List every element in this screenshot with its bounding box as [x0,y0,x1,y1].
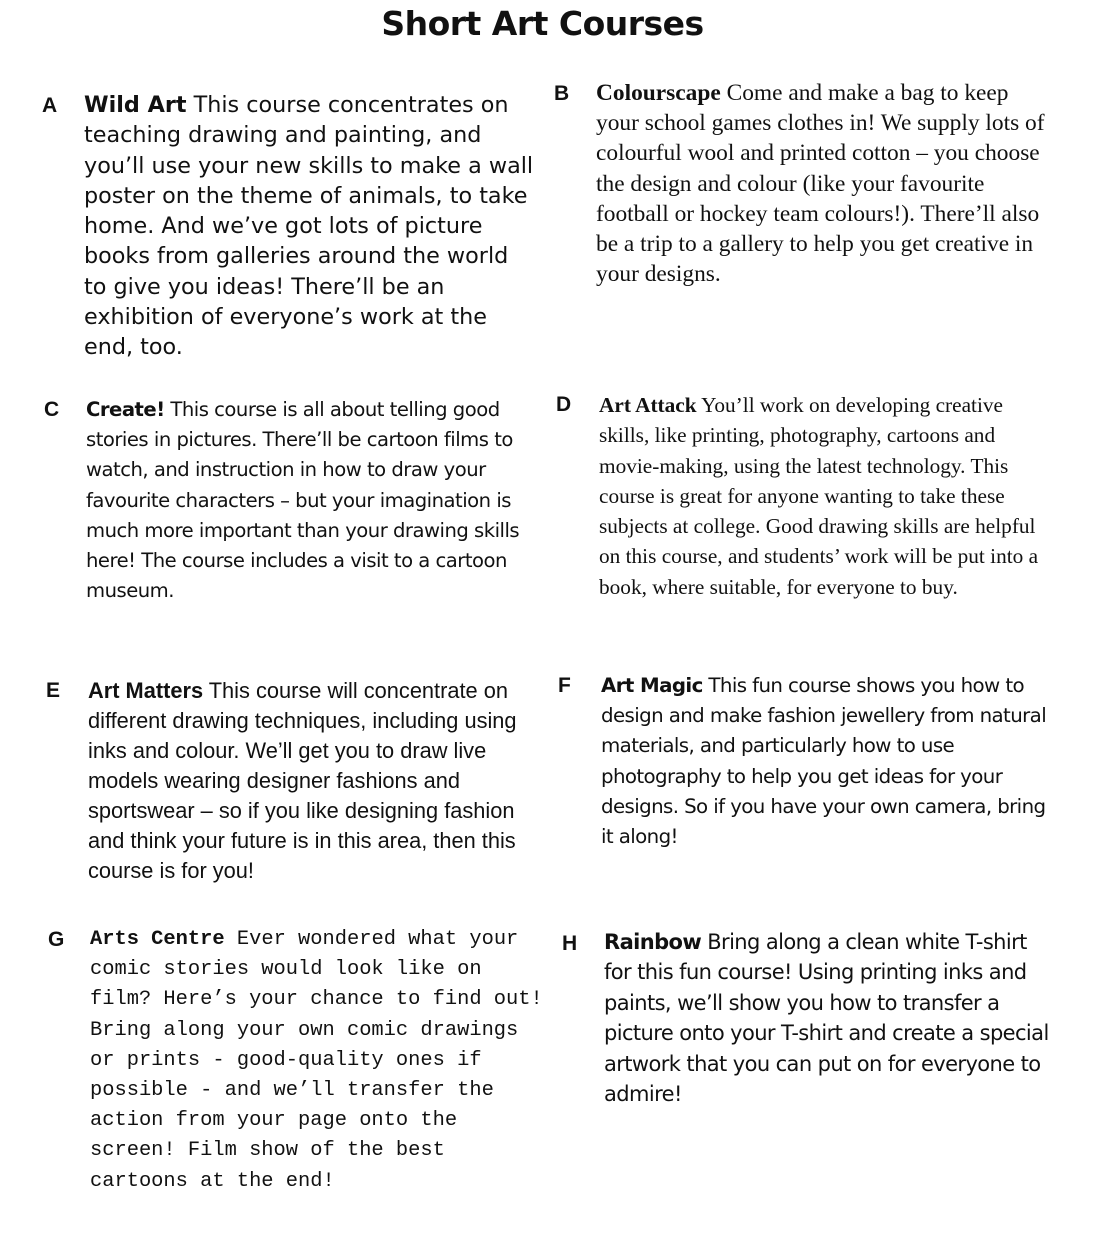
course-description: You’ll work on developing creative skills, like printing, photography, cartoons and movie-making, using the latest technology. This course is great for anyone wanting to take these subjects at college. Good drawing skills are helpful on this course, and students’ work will be put into a book, where suitable, for everyone to buy. [599,393,1039,599]
course-text [88,676,528,886]
course-description: Ever wondered what your comic stories would look like on film? Here’s your chance to find out! Bring along your own comic drawings or prints - good-quality ones if possible - and we’ll transfer the action from your page onto the screen! Film show of the best cartoons at the end! [90,928,543,1193]
course-text [596,78,1056,289]
course-description: This course will concentrate on different drawing techniques, including using inks and colour. We’ll get you to draw live models wearing designer fashions and sportswear – so if you like designing fashion and think your future is in this area, then this course is for you! [88,678,517,883]
course-name: Art Magic [601,674,703,697]
page-title: Short Art Courses [381,4,704,43]
course-text [84,90,534,363]
course-letter: A [42,94,58,117]
course-name: Wild Art [84,92,187,118]
course-letter: B [554,82,570,105]
course-letter: E [46,679,61,702]
course-name: Art Matters [88,678,204,703]
course-text [86,395,531,606]
course-text [599,390,1054,602]
course-name: Art Attack [599,393,697,417]
course-description: This course concentrates on teaching drawing and painting, and you’ll use your new skills to make a wall poster on the theme of animals, to take home. And we’ve got lots of picture books from galleries around the world to give you ideas! There’ll be an exhibition of everyone’s work at the end, too. [84,92,534,361]
course-name: Rainbow [604,930,702,954]
course-text [601,671,1056,852]
course-description: Bring along a clean white T-shirt for this fun course! Using printing inks and paints, we’ll show you how to transfer a picture onto your T-shirt and create a special artwork that you can put on for everyone to admire! [604,930,1049,1107]
course-letter: C [44,398,60,421]
course-letter: D [556,393,572,416]
course-text [90,925,550,1197]
course-description: This course is all about telling good stories in pictures. There’ll be cartoon films to watch, and instruction in how to draw your favourite characters – but your imagination is much more important than your drawing skills here! The course includes a visit to a cartoon museum. [86,398,520,603]
course-letter: G [48,928,65,951]
course-name: Create! [86,398,165,421]
course-letter: F [558,674,571,697]
course-description: This fun course shows you how to design and make fashion jewellery from natural materials, and particularly how to use photography to help you get ideas for your designs. So if you have your own camera, bring it along! [601,674,1047,849]
course-name: Colourscape [596,80,721,106]
course-description: Come and make a bag to keep your school games clothes in! We supply lots of colourful wool and printed cotton – you choose the design and colour (like your favourite football or hockey team colours!). There’ll also be a trip to a gallery to help you get creative in your designs. [596,80,1045,288]
course-text [604,927,1054,1109]
course-letter: H [562,932,578,955]
course-name: Arts Centre [90,928,225,951]
